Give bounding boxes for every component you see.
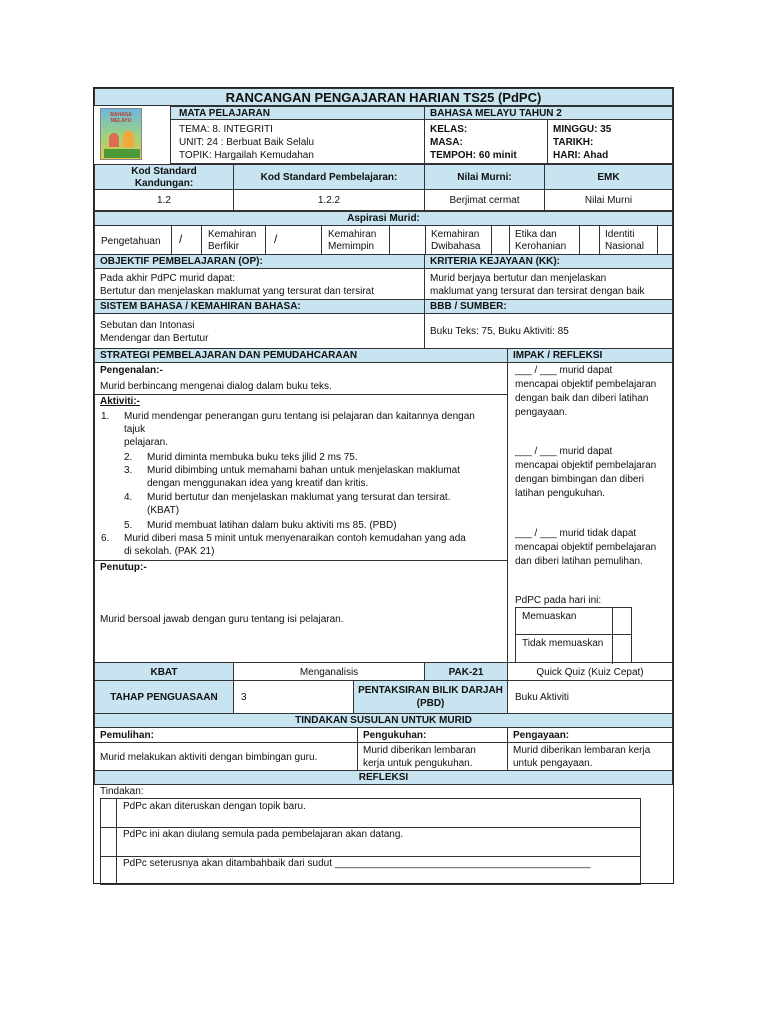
kelas-text: KELAS: [430,124,468,135]
impak-r1-line-2: mencapai objektif pembelajaran [515,379,657,390]
aspirasi-etika-label-2: Kerohanian [515,241,567,252]
option-1-checkbox[interactable] [101,799,116,827]
step-4-line-2: (KBAT) [147,505,180,516]
impak-r3-line-2: mencapai objektif pembelajaran [515,542,657,553]
impak-r1-line-3: dengan baik dan diberi latihan [515,393,649,404]
tahap-label-cell [94,680,234,714]
aspirasi-heading: Aspirasi Murid: [347,213,420,224]
kbat-label-cell [94,662,234,681]
pengenalan-label: Pengenalan:- [100,365,163,376]
kriteria-line-1: Murid berjaya bertutur dan menjelaskan [430,273,607,284]
penutup-text: Murid bersoal jawab dengan guru tentang isi pelajaran. [100,614,344,625]
step-5-line-1: Murid membuat latihan dalam buku aktiviti ms 85. (PBD) [147,520,397,531]
pengayaan-label: Pengayaan: [513,730,570,741]
impak-heading: IMPAK / REFLEKSI [513,350,603,361]
impak-r2-line-1: ___ / ___ murid dapat [515,446,613,457]
aspirasi-berfikir-label-1: Kemahiran [208,229,257,240]
impak-r2-line-4: latihan pengukuhan. [515,488,606,499]
objektif-heading-cell [94,254,425,269]
emk-value: Nilai Murni [584,195,633,206]
step-6-line-1: Murid diberi masa 5 minit untuk menyenaraikan contoh kemudahan yang ada [124,533,466,544]
objektif-line-1: Pada akhir PdPC murid dapat: [100,273,236,284]
impak-r1-line-1: ___ / ___ murid dapat [515,365,613,376]
pbd-label-cell [353,680,508,714]
kod-pembelajaran-value-cell [233,189,425,211]
kriteria-line-2: maklumat yang tersurat dan tersirat dengan baik [430,286,645,297]
pbd-label-2: (PBD) [416,698,445,709]
kod-kandungan-value: 1.2 [157,195,171,206]
step-4-line-1: Murid bertutur dan menjelaskan maklumat yang tersurat dan tersirat. [147,492,451,503]
kod-kandungan-value-cell [94,189,234,211]
masa-text: MASA: [430,137,463,148]
tindakan-susulan-heading-cell [94,713,673,728]
emk-value-cell [544,189,673,211]
tidak-memuaskan-checkbox[interactable] [613,635,631,664]
impak-r1-line-4: pengayaan. [515,407,568,418]
lesson-plan-sheet [93,87,674,884]
strategi-heading-cell [94,348,508,363]
title-bar [94,88,673,106]
bbb-body-cell [424,313,673,349]
impak-r3-line-3: dan diberi latihan pemulihan. [515,556,643,567]
aspirasi-berfikir-label-2: Berfikir [208,241,240,252]
step-1-line-2: tajuk [124,424,146,435]
pengayaan-line-2: untuk pengayaan. [513,758,593,769]
kbat-value-cell [233,662,425,681]
sistem-bahasa-heading: SISTEM BAHASA / KEMAHIRAN BAHASA: [100,301,301,312]
pengukuhan-cell [357,727,508,771]
refleksi-heading: REFLEKSI [358,772,409,783]
tindakan-label: Tindakan: [100,786,144,797]
aspirasi-berfikir-mark: / [274,232,278,246]
pak-value: Quick Quiz (Kuiz Cepat) [536,667,644,678]
aspirasi-identiti-label-1: Identiti [605,229,635,240]
pbd-value: Buku Aktiviti [515,692,569,703]
tahap-label: TAHAP PENGUASAAN [110,692,218,703]
strategi-heading: STRATEGI PEMBELAJARAN DAN PEMUDAHCARAAN [100,350,358,361]
mata-pelajaran-value-cell [424,106,673,120]
memuaskan-checkbox[interactable] [613,608,631,634]
aspirasi-dwibahasa-label-1: Kemahiran [431,229,480,240]
pdpc-rating-table [515,607,632,663]
pemulihan-label: Pemulihan: [100,730,154,741]
step-1-line-1: Murid mendengar penerangan guru tentang isi pelajaran dan kaitannya dengan [124,411,475,422]
mata-pelajaran-value: BAHASA MELAYU TAHUN 2 [430,108,562,119]
impak-r2-line-2: mencapai objektif pembelajaran [515,460,657,471]
step-1-number: 1. [101,411,110,422]
kbat-label: KBAT [150,667,178,678]
sistem-bahasa-heading-cell [94,299,425,314]
nilai-murni-value-cell [424,189,545,211]
aspirasi-pengetahuan-label: Pengetahuan [101,236,161,247]
pengenalan-text: Murid berbincang mengenai dialog dalam buku teks. [100,381,332,392]
option-3-checkbox[interactable] [101,857,116,884]
pengukuhan-label: Pengukuhan: [363,730,427,741]
aspirasi-memimpin-label-1: Kemahiran [328,229,377,240]
aspirasi-pengetahuan-mark: / [179,232,183,246]
pak-label-cell [424,662,508,681]
kriteria-body-cell [424,268,673,300]
unit-text: UNIT: 24 : Berbuat Baik Selalu [179,137,315,148]
nilai-murni-label: Nilai Murni: [457,172,512,183]
refleksi-heading-cell [94,770,673,785]
impak-body [507,362,673,663]
pdpc-label: PdPC pada hari ini: [515,595,602,606]
tidak-memuaskan-label: Tidak memuaskan [522,638,604,649]
kod-kandungan-label-cell [94,164,234,190]
pengukuhan-line-2: kerja untuk pengukuhan. [363,758,473,769]
step-2-number: 2. [124,452,133,463]
tahap-value: 3 [241,692,247,703]
kod-pembelajaran-label-cell [233,164,425,190]
step-6-number: 6. [101,533,110,544]
option-1-text: PdPc akan diteruskan dengan topik baru. [123,801,306,812]
bbb-heading-cell [424,299,673,314]
sistem-bahasa-line-2: Mendengar dan Bertutur [100,333,209,344]
sistem-bahasa-body-cell [94,313,425,349]
tema-cell [170,119,425,164]
penutup-label: Penutup:- [100,562,147,573]
book-cover-text: BAHASA MELAYU [110,112,132,124]
aspirasi-heading-cell [94,211,673,226]
pbd-value-cell [507,680,673,714]
step-4-number: 4. [124,492,133,503]
option-2-text: PdPc ini akan diulang semula pada pembelajaran akan datang. [123,829,404,840]
aspirasi-memimpin-label-2: Memimpin [328,241,375,252]
emk-label: EMK [597,172,620,183]
nilai-murni-value: Berjimat cermat [449,195,520,206]
kriteria-heading-cell [424,254,673,269]
objektif-line-2: Bertutur dan menjelaskan maklumat yang tersurat dan tersirat [100,286,375,297]
tema-text: TEMA: 8. INTEGRITI [179,124,273,135]
objektif-heading: OBJEKTIF PEMBELAJARAN (OP): [100,256,263,267]
hari-text: HARI: Ahad [553,150,609,161]
step-6-line-2: di sekolah. (PAK 21) [124,546,215,557]
aspirasi-row [94,225,673,255]
pengayaan-cell [507,727,673,771]
step-1-line-3: pelajaran. [124,437,168,448]
pbd-label-1: PENTAKSIRAN BILIK DARJAH [358,685,503,696]
bbb-heading: BBB / SUMBER: [430,301,507,312]
page-title: RANCANGAN PENGAJARAN HARIAN TS25 (PdPC) [225,90,542,105]
bbb-value: Buku Teks: 75, Buku Aktiviti: 85 [430,326,569,337]
tarikh-text: TARIKH: [553,137,594,148]
mata-pelajaran-label-cell [170,106,425,120]
step-3-line-1: Murid dibimbing untuk memahami bahan untuk menjelaskan maklumat [147,465,460,476]
pak-label: PAK-21 [448,667,484,678]
tahap-value-cell [233,680,354,714]
kod-kandungan-label-2: Kandungan: [134,178,194,189]
tindakan-susulan-heading: TINDAKAN SUSULAN UNTUK MURID [295,715,472,726]
kelas-cell [424,119,548,164]
aktiviti-label: Aktiviti:- [100,396,140,407]
pemulihan-cell [94,727,358,771]
topik-text: TOPIK: Hargailah Kemudahan [179,150,314,161]
option-3-text: PdPc seterusnya akan ditambahbaik dari sudut ______________________________________________ [123,858,591,869]
nilai-murni-label-cell [424,164,545,190]
pemulihan-text: Murid melakukan aktiviti dengan bimbingan guru. [100,752,318,763]
step-3-number: 3. [124,465,133,476]
aspirasi-dwibahasa-label-2: Dwibahasa [431,241,481,252]
tindakan-options [100,798,641,885]
book-cover-image [100,108,142,160]
step-5-number: 5. [124,520,133,531]
pak-value-cell [507,662,673,681]
impak-heading-cell [507,348,673,363]
memuaskan-label: Memuaskan [522,611,577,622]
tempoh-text: TEMPOH: 60 minit [430,150,517,161]
kriteria-heading: KRITERIA KEJAYAAN (KK): [430,256,561,267]
option-2-checkbox[interactable] [101,828,116,856]
aspirasi-identiti-label-2: Nasional [605,241,644,252]
objektif-body-cell [94,268,425,300]
step-3-line-2: dengan menggunakan idea yang kreatif dan kritis. [147,478,369,489]
pengukuhan-line-1: Murid diberikan lembaran [363,745,476,756]
mata-pelajaran-label: MATA PELAJARAN [179,108,270,119]
kod-kandungan-label-1: Kod Standard [131,166,197,177]
kod-pembelajaran-value: 1.2.2 [317,195,341,206]
impak-r3-line-1: ___ / ___ murid tidak dapat [515,528,637,539]
minggu-text: MINGGU: 35 [553,124,612,135]
minggu-cell [547,119,673,164]
kbat-value: Menganalisis [299,667,359,678]
impak-r2-line-3: dengan bimbingan dan diberi [515,474,644,485]
aspirasi-etika-label-1: Etika dan [515,229,557,240]
pengayaan-line-1: Murid diberikan lembaran kerja [513,745,651,756]
strategi-body [94,362,508,663]
step-2-line-1: Murid diminta membuka buku teks jilid 2 ms 75. [147,452,358,463]
kod-pembelajaran-label: Kod Standard Pembelajaran: [260,172,398,183]
sistem-bahasa-line-1: Sebutan dan Intonasi [100,320,195,331]
emk-label-cell [544,164,673,190]
